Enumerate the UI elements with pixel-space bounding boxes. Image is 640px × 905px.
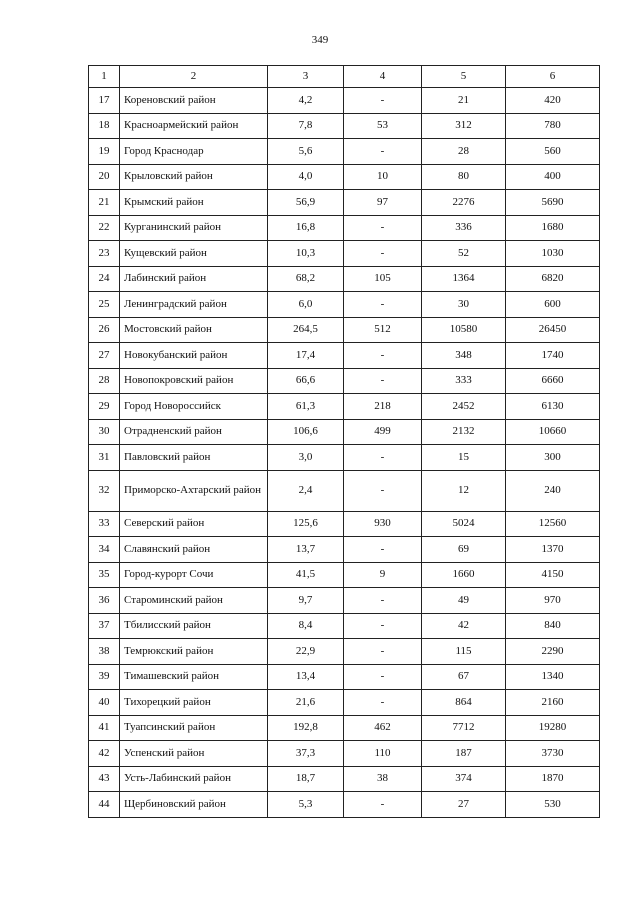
- value-col4: 38: [344, 766, 422, 792]
- row-number: 40: [89, 690, 120, 716]
- value-col4: -: [344, 690, 422, 716]
- value-col3: 17,4: [268, 343, 344, 369]
- district-name: Тихорецкий район: [120, 690, 268, 716]
- district-name: Щербиновский район: [120, 792, 268, 818]
- value-col5: 69: [422, 537, 506, 563]
- table-row: [89, 613, 600, 639]
- row-number: 37: [89, 613, 120, 639]
- value-col6: 4150: [506, 562, 600, 588]
- value-col3: 68,2: [268, 266, 344, 292]
- value-col5: 27: [422, 792, 506, 818]
- value-col3: 8,4: [268, 613, 344, 639]
- district-name: Новокубанский район: [120, 343, 268, 369]
- value-col3: 16,8: [268, 215, 344, 241]
- column-header: 3: [268, 66, 344, 88]
- value-col5: 187: [422, 741, 506, 767]
- district-name: Мостовский район: [120, 317, 268, 343]
- value-col5: 336: [422, 215, 506, 241]
- value-col3: 5,6: [268, 139, 344, 165]
- value-col3: 5,3: [268, 792, 344, 818]
- value-col6: 6130: [506, 394, 600, 420]
- value-col6: 5690: [506, 190, 600, 216]
- value-col5: 333: [422, 368, 506, 394]
- row-number: 24: [89, 266, 120, 292]
- value-col4: -: [344, 792, 422, 818]
- row-number: 34: [89, 537, 120, 563]
- value-col4: -: [344, 613, 422, 639]
- row-number: 28: [89, 368, 120, 394]
- row-number: 43: [89, 766, 120, 792]
- value-col3: 4,0: [268, 164, 344, 190]
- value-col5: 42: [422, 613, 506, 639]
- district-name: Приморско-Ахтарский район: [120, 470, 268, 511]
- value-col3: 41,5: [268, 562, 344, 588]
- value-col5: 2276: [422, 190, 506, 216]
- row-number: 30: [89, 419, 120, 445]
- row-number: 25: [89, 292, 120, 318]
- value-col4: -: [344, 139, 422, 165]
- row-number: 17: [89, 88, 120, 114]
- district-name: Северский район: [120, 511, 268, 537]
- value-col4: 930: [344, 511, 422, 537]
- value-col6: 780: [506, 113, 600, 139]
- row-number: 33: [89, 511, 120, 537]
- table-row: [89, 343, 600, 369]
- column-header: 6: [506, 66, 600, 88]
- value-col6: 12560: [506, 511, 600, 537]
- value-col6: 1680: [506, 215, 600, 241]
- row-number: 18: [89, 113, 120, 139]
- table-row: [89, 368, 600, 394]
- district-name: Курганинский район: [120, 215, 268, 241]
- value-col5: 67: [422, 664, 506, 690]
- value-col3: 37,3: [268, 741, 344, 767]
- value-col4: -: [344, 664, 422, 690]
- district-name: Славянский район: [120, 537, 268, 563]
- table-row: [89, 537, 600, 563]
- row-number: 42: [89, 741, 120, 767]
- table-row: [89, 88, 600, 114]
- value-col4: 218: [344, 394, 422, 420]
- value-col3: 9,7: [268, 588, 344, 614]
- column-header: 2: [120, 66, 268, 88]
- value-col6: 840: [506, 613, 600, 639]
- row-number: 35: [89, 562, 120, 588]
- value-col6: 1030: [506, 241, 600, 267]
- row-number: 38: [89, 639, 120, 665]
- district-name: Староминский район: [120, 588, 268, 614]
- value-col5: 10580: [422, 317, 506, 343]
- district-name: Павловский район: [120, 445, 268, 471]
- table-row: [89, 588, 600, 614]
- value-col3: 192,8: [268, 715, 344, 741]
- value-col5: 15: [422, 445, 506, 471]
- row-number: 41: [89, 715, 120, 741]
- row-number: 44: [89, 792, 120, 818]
- row-number: 39: [89, 664, 120, 690]
- district-name: Успенский район: [120, 741, 268, 767]
- table-body: [89, 88, 600, 818]
- table-row: [89, 215, 600, 241]
- value-col3: 106,6: [268, 419, 344, 445]
- district-name: Тбилисский район: [120, 613, 268, 639]
- value-col5: 28: [422, 139, 506, 165]
- value-col6: 2290: [506, 639, 600, 665]
- row-number: 19: [89, 139, 120, 165]
- row-number: 20: [89, 164, 120, 190]
- row-number: 27: [89, 343, 120, 369]
- value-col6: 1370: [506, 537, 600, 563]
- table-row: [89, 639, 600, 665]
- value-col4: -: [344, 470, 422, 511]
- table-row: [89, 766, 600, 792]
- value-col3: 22,9: [268, 639, 344, 665]
- value-col4: 110: [344, 741, 422, 767]
- district-name: Отрадненский район: [120, 419, 268, 445]
- row-number: 36: [89, 588, 120, 614]
- row-number: 21: [89, 190, 120, 216]
- value-col3: 3,0: [268, 445, 344, 471]
- value-col4: 97: [344, 190, 422, 216]
- value-col3: 7,8: [268, 113, 344, 139]
- row-number: 23: [89, 241, 120, 267]
- table-row: [89, 511, 600, 537]
- value-col6: 2160: [506, 690, 600, 716]
- table-row: [89, 164, 600, 190]
- district-name: Кущевский район: [120, 241, 268, 267]
- district-name: Лабинский район: [120, 266, 268, 292]
- table-row: [89, 792, 600, 818]
- table-row: [89, 690, 600, 716]
- district-name: Крымский район: [120, 190, 268, 216]
- district-name: Крыловский район: [120, 164, 268, 190]
- table-row: [89, 445, 600, 471]
- value-col4: 10: [344, 164, 422, 190]
- row-number: 22: [89, 215, 120, 241]
- table-row: [89, 741, 600, 767]
- value-col4: -: [344, 445, 422, 471]
- value-col5: 7712: [422, 715, 506, 741]
- value-col5: 21: [422, 88, 506, 114]
- data-table: [88, 65, 600, 818]
- value-col3: 18,7: [268, 766, 344, 792]
- value-col5: 864: [422, 690, 506, 716]
- table-row: [89, 266, 600, 292]
- value-col5: 49: [422, 588, 506, 614]
- value-col5: 30: [422, 292, 506, 318]
- value-col6: 1740: [506, 343, 600, 369]
- column-header: 5: [422, 66, 506, 88]
- value-col4: -: [344, 537, 422, 563]
- column-header: 4: [344, 66, 422, 88]
- district-name: Город Новороссийск: [120, 394, 268, 420]
- column-header: 1: [89, 66, 120, 88]
- value-col4: 462: [344, 715, 422, 741]
- table-row: [89, 562, 600, 588]
- district-name: Город-курорт Сочи: [120, 562, 268, 588]
- value-col3: 66,6: [268, 368, 344, 394]
- value-col3: 13,7: [268, 537, 344, 563]
- value-col4: -: [344, 368, 422, 394]
- value-col6: 300: [506, 445, 600, 471]
- value-col6: 3730: [506, 741, 600, 767]
- row-number: 29: [89, 394, 120, 420]
- value-col4: 53: [344, 113, 422, 139]
- value-col4: -: [344, 215, 422, 241]
- value-col5: 2452: [422, 394, 506, 420]
- value-col5: 312: [422, 113, 506, 139]
- value-col6: 19280: [506, 715, 600, 741]
- value-col5: 80: [422, 164, 506, 190]
- value-col3: 264,5: [268, 317, 344, 343]
- value-col5: 12: [422, 470, 506, 511]
- value-col3: 61,3: [268, 394, 344, 420]
- value-col3: 13,4: [268, 664, 344, 690]
- value-col4: 499: [344, 419, 422, 445]
- table-row: [89, 664, 600, 690]
- table-row: [89, 139, 600, 165]
- value-col4: -: [344, 88, 422, 114]
- value-col4: -: [344, 588, 422, 614]
- value-col3: 21,6: [268, 690, 344, 716]
- table-row: [89, 113, 600, 139]
- district-name: Усть-Лабинский район: [120, 766, 268, 792]
- value-col6: 240: [506, 470, 600, 511]
- value-col5: 374: [422, 766, 506, 792]
- value-col4: -: [344, 292, 422, 318]
- value-col6: 6660: [506, 368, 600, 394]
- value-col3: 2,4: [268, 470, 344, 511]
- district-name: Город Краснодар: [120, 139, 268, 165]
- value-col5: 1364: [422, 266, 506, 292]
- value-col3: 10,3: [268, 241, 344, 267]
- table-row: [89, 292, 600, 318]
- value-col5: 348: [422, 343, 506, 369]
- value-col6: 1340: [506, 664, 600, 690]
- district-name: Красноармейский район: [120, 113, 268, 139]
- value-col5: 52: [422, 241, 506, 267]
- value-col5: 2132: [422, 419, 506, 445]
- value-col6: 1870: [506, 766, 600, 792]
- value-col4: 512: [344, 317, 422, 343]
- value-col3: 125,6: [268, 511, 344, 537]
- header-row: [89, 66, 600, 88]
- value-col6: 420: [506, 88, 600, 114]
- value-col6: 10660: [506, 419, 600, 445]
- value-col4: 105: [344, 266, 422, 292]
- table-row: [89, 470, 600, 511]
- value-col3: 4,2: [268, 88, 344, 114]
- value-col4: -: [344, 343, 422, 369]
- value-col6: 600: [506, 292, 600, 318]
- value-col6: 970: [506, 588, 600, 614]
- value-col6: 530: [506, 792, 600, 818]
- value-col4: -: [344, 241, 422, 267]
- row-number: 31: [89, 445, 120, 471]
- table-row: [89, 419, 600, 445]
- value-col6: 26450: [506, 317, 600, 343]
- district-name: Тимашевский район: [120, 664, 268, 690]
- district-name: Темрюкский район: [120, 639, 268, 665]
- district-name: Кореновский район: [120, 88, 268, 114]
- value-col6: 560: [506, 139, 600, 165]
- value-col5: 115: [422, 639, 506, 665]
- row-number: 32: [89, 470, 120, 511]
- district-name: Туапсинский район: [120, 715, 268, 741]
- table-row: [89, 394, 600, 420]
- value-col5: 1660: [422, 562, 506, 588]
- value-col3: 6,0: [268, 292, 344, 318]
- table-row: [89, 715, 600, 741]
- table-row: [89, 190, 600, 216]
- table-row: [89, 317, 600, 343]
- page-number: 349: [311, 34, 329, 46]
- value-col5: 5024: [422, 511, 506, 537]
- value-col6: 400: [506, 164, 600, 190]
- district-name: Ленинградский район: [120, 292, 268, 318]
- row-number: 26: [89, 317, 120, 343]
- district-name: Новопокровский район: [120, 368, 268, 394]
- value-col4: -: [344, 639, 422, 665]
- value-col3: 56,9: [268, 190, 344, 216]
- value-col4: 9: [344, 562, 422, 588]
- value-col6: 6820: [506, 266, 600, 292]
- table-row: [89, 241, 600, 267]
